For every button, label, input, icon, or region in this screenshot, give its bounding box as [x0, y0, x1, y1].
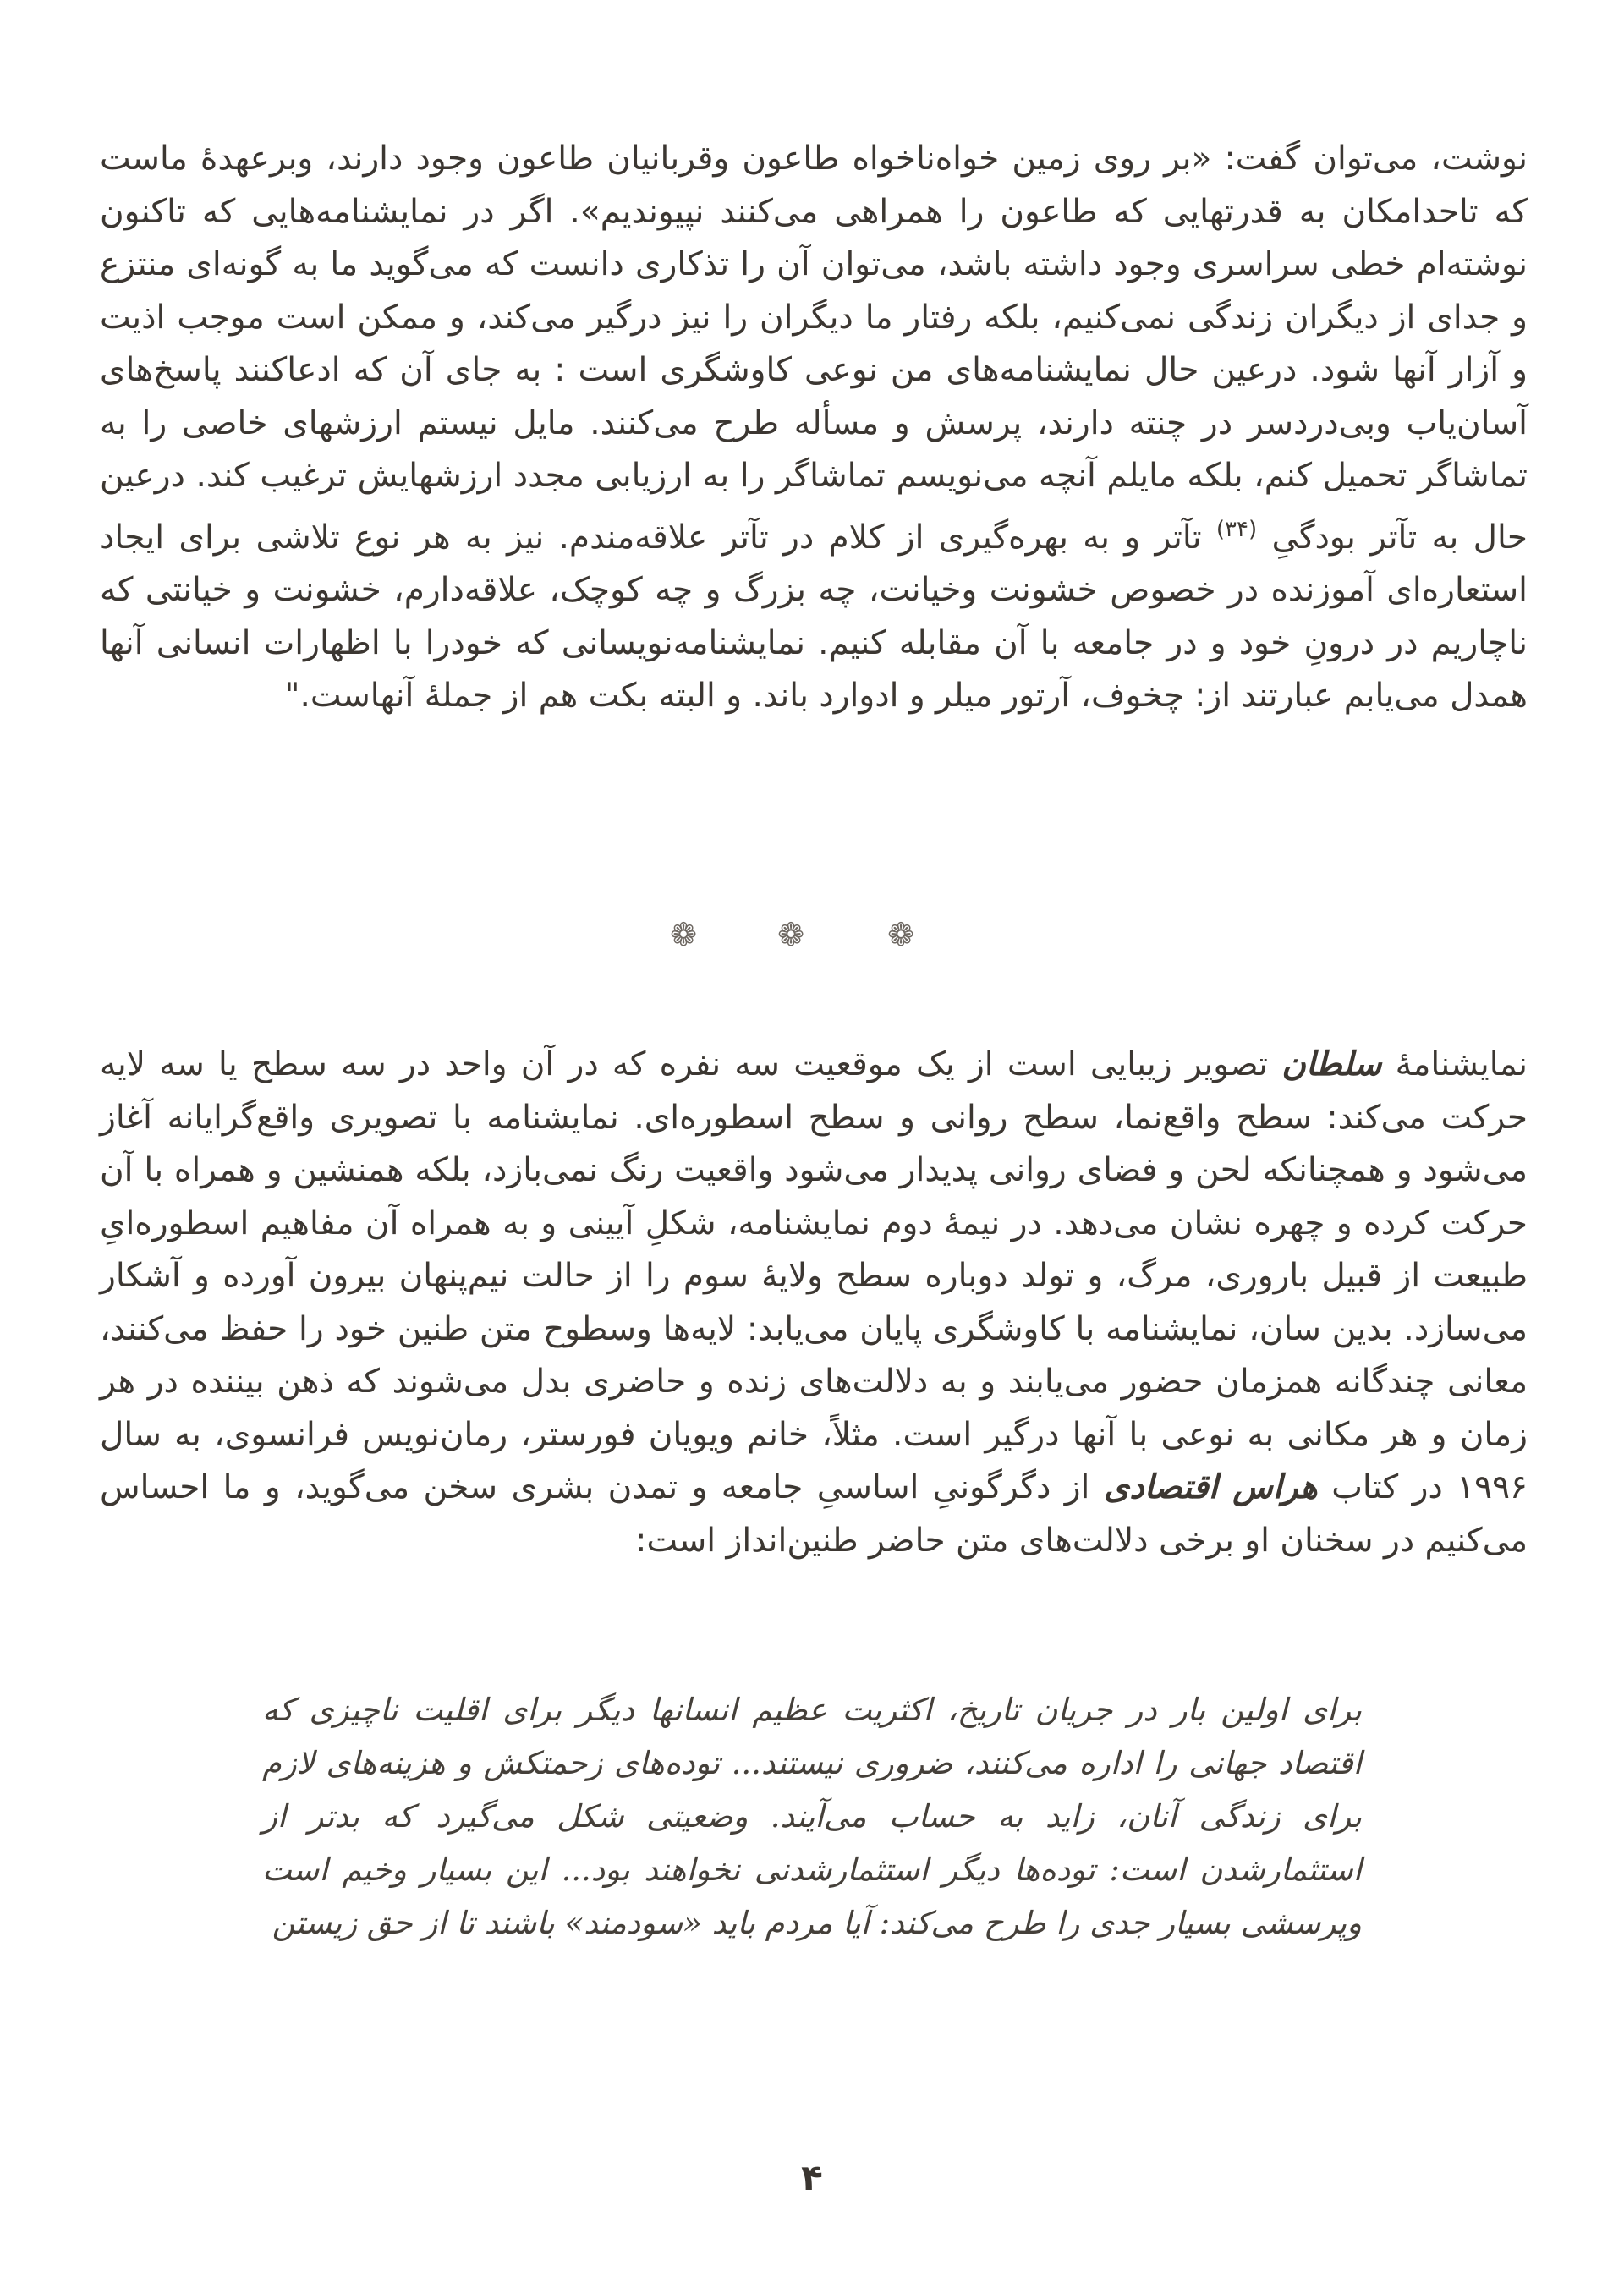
paragraph-2-text: [100, 1039, 1528, 1567]
block-quote-text: برای اولین بار در جریان تاریخ، اکثریت عظیم انسانها دیگر برای اقلیت ناچیزی که اقتصاد جهانی را اداره می‌کنند، ضروری نیستند... توده‌های زحمتکش و هزینه‌های لازم برای زندگی آنان، زاید به حساب می‌آیند. وضعیتی شکل می‌گیرد که بدتر از استثمارشدن است: توده‌ها دیگر استثمارشدنی نخواهند بود... این بسیار وخیم است وپرسشی بسیار جدی را طرح می‌کند: آیا مردم باید «سودمند» باشند تا از حق زیستن: [262, 1692, 1362, 1941]
flower-ornament-icon: ❁: [887, 916, 914, 953]
section-divider: [0, 913, 1624, 964]
flower-ornament-icon: ❁: [777, 916, 804, 953]
paragraph-1-body: نوشت، می‌توان گفت: «بر روی زمین خواه‌ناخواه طاعون وقربانیان طاعون وجود دارند، وبرعهدهٔ ماست که تاحدامکان به قدرتهایی که طاعون را همراهی می‌کنند نپیوندیم». اگر در نمایشنامه‌هایی که تاکنون نوشته‌ام خطی سراسری وجود داشته باشد، می‌توان آن را تذکاری دانست که می‌گوید ما به گونه‌ای منتزع و جدای از دیگران زندگی نمی‌کنیم، بلکه رفتار ما دیگران را نیز درگیر می‌کند، و ممکن است موجب اذیت و آزار آنها شود. درعین حال نمایشنامه‌های من نوعی کاوشگری است : به جای آن که ادعاکنند پاسخ‌های آسان‌یاب وبی‌دردسر در چنته دارند، پرسش و مسأله طرح می‌کنند. مایل نیستم ارزشهای خاصی را به تماشاگر تحمیل کنم، بلکه مایلم آنچه می‌نویسم تماشاگر را به ارزیابی مجدد ارزشهایش ترغیب کند. درعین حال به تآتر بودگیِ: [100, 140, 1528, 557]
paragraph-2-middle: تصویر زیبایی است از یک موقعیت سه نفره که در آن واحد در سه سطح یا سه لایه حرکت می‌کند: سطح واقع‌نما، سطح روانی و سطح اسطوره‌ای. نمایشنامه با تصویری واقع‌گرایانه آغاز می‌شود و همچنانکه لحن و فضای روانی پدیدار می‌شود واقعیت رنگ نمی‌بازد، بلکه همنشین و همراه با آن حرکت کرده و چهره نشان می‌دهد. در نیمهٔ دوم نمایشنامه، شکلِ آیینی و به همراه آن مفاهیم اسطوره‌ایِ طبیعت از قبیل باروری، مرگ، و تولد دوباره سطح ولایهٔ سوم را از حالت نیم‌پنهان بیرون آورده و آشکار می‌سازد. بدین سان، نمایشنامه با کاوشگری پایان می‌یابد: لایه‌ها وسطوح متن طنین خود را حفظ می‌کنند، معانی چندگانه همزمان حضور می‌یابند و به دلالت‌های زنده و حاضری بدل می‌شوند که ذهن بیننده در هر زمان و هر مکانی به نوعی با آنها درگیر است. مثلاً، خانم ویویان فورستر، رمان‌نویس فرانسوی، به سال ۱۹۹۶ در کتاب: [100, 1045, 1528, 1506]
block-quote: [262, 1683, 1362, 1950]
paragraph-1-continuation: تآتر و به بهره‌گیری از کلام در تآتر علاقه‌مندم. نیز به هر نوع تلاشی برای ایجاد استعاره‌ای آموزنده در خصوص خشونت وخیانت، چه بزرگ و چه کوچک، علاقه‌دارم، خشونت و خیانتی که ناچاریم در درونِ خود و در جامعه با آن مقابله کنیم. نمایشنامه‌نویسانی که خودرا با اظهارات انسانی آنها همدل می‌یابم عبارتند از: چخوف، آرتور میلر و ادوارد باند. و البته بکت هم از جملهٔ آنهاست.": [100, 518, 1528, 715]
book-title: هراس اقتصادی: [1103, 1468, 1318, 1506]
flower-ornament-icon: ❁: [670, 916, 697, 953]
paragraph-1-text: [100, 133, 1528, 723]
paragraph-1: [100, 133, 1528, 723]
paragraph-2-start: نمایشنامهٔ: [1395, 1045, 1528, 1083]
play-title: سلطان: [1281, 1045, 1382, 1083]
page-number: [761, 2157, 863, 2198]
page-number-text: ۴: [801, 2157, 823, 2198]
paragraph-2: [100, 1039, 1528, 1567]
paragraph-2-end: از دگرگونیِ اساسیِ جامعه و تمدن بشری سخن می‌گوید، و ما احساس می‌کنیم در سخنان او برخی دلالت‌های متن حاضر طنین‌انداز است:: [100, 1468, 1528, 1560]
footnote-marker: (۳۴): [1215, 516, 1258, 542]
